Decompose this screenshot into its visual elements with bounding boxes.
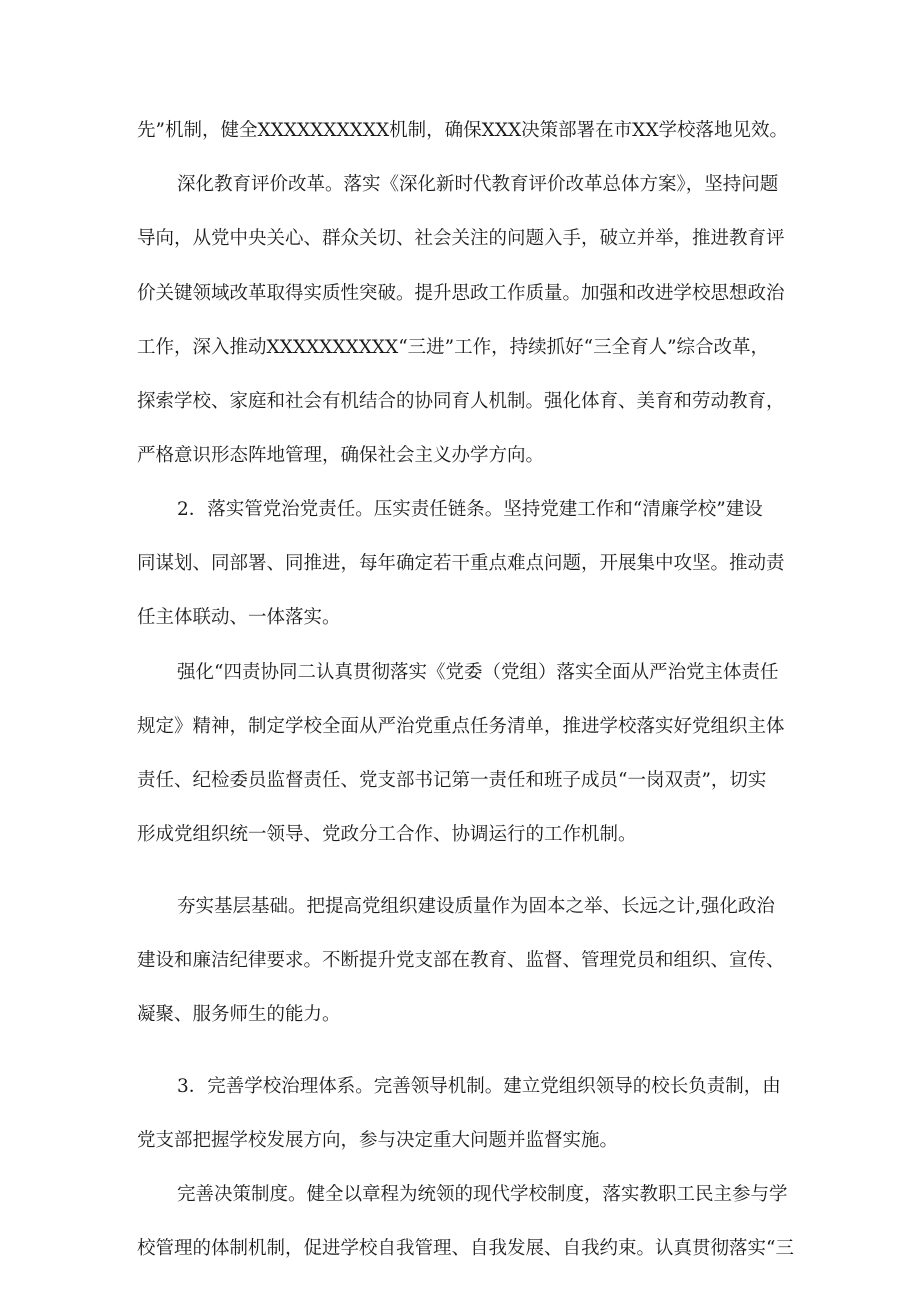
paragraph-line: 价关键领域改革取得实质性突破。提升思政工作质量。加强和改进学校思想政治 — [137, 283, 785, 304]
paragraph-line: 同谋划、同部署、同推进，每年确定若干重点难点问题，开展集中攻坚。推动责 — [137, 553, 785, 574]
paragraph-line: 凝聚、服务师生的能力。 — [137, 1004, 341, 1025]
paragraph-line: 2．落实管党治党责任。压实责任链条。坚持党建工作和“清廉学校”建设 — [177, 499, 763, 520]
paragraph-line: 形成党组织统一领导、党政分工合作、协调运行的工作机制。 — [137, 824, 637, 845]
paragraph-line: 严格意识形态阵地管理，确保社会主义办学方向。 — [137, 445, 545, 466]
paragraph-line: 工作，深入推动XXXXXXXXXX“三进”工作，持续抓好“三全育人”综合改革， — [137, 337, 770, 358]
paragraph-line: 夯实基层基础。把提高党组织建设质量作为固本之举、长远之计,强化政治 — [177, 896, 775, 917]
paragraph-line: 建设和廉洁纪律要求。不断提升党支部在教育、监督、管理党员和组织、宣传、 — [137, 950, 785, 971]
paragraph-line: 校管理的体制机制，促进学校自我管理、自我发展、自我约束。认真贯彻落实“三 — [137, 1238, 794, 1259]
paragraph-line: 责任、纪检委员监督责任、党支部书记第一责任和班子成员“一岗双责”，切实 — [137, 770, 767, 791]
paragraph-line: 党支部把握学校发展方向，参与决定重大问题并监督实施。 — [137, 1130, 619, 1151]
paragraph-line: 探索学校、家庭和社会有机结合的协同育人机制。强化体育、美育和劳动教育， — [137, 391, 785, 412]
paragraph-line: 导向，从党中央关心、群众关切、社会关注的问题入手，破立并举，推进教育评 — [137, 228, 785, 249]
paragraph-line: 任主体联动、一体落实。 — [137, 607, 341, 628]
paragraph-line: 规定》精神，制定学校全面从严治党重点任务清单，推进学校落实好党组织主体 — [137, 716, 785, 737]
paragraph-line: 强化“四责协同二认真贯彻落实《党委（党组）落实全面从严治党主体责任 — [177, 662, 779, 683]
paragraph-line: 3．完善学校治理体系。完善领导机制。建立党组织领导的校长负责制，由 — [177, 1076, 781, 1097]
paragraph-line: 先”机制，健全XXXXXXXXXX机制，确保XXX决策部署在市XX学校落地见效。 — [137, 120, 789, 141]
paragraph-line: 深化教育评价改革。落实《深化新时代教育评价改革总体方案》，坚持问题 — [177, 174, 779, 195]
paragraph-line: 完善决策制度。健全以章程为统领的现代学校制度，落实教职工民主参与学 — [177, 1184, 788, 1205]
